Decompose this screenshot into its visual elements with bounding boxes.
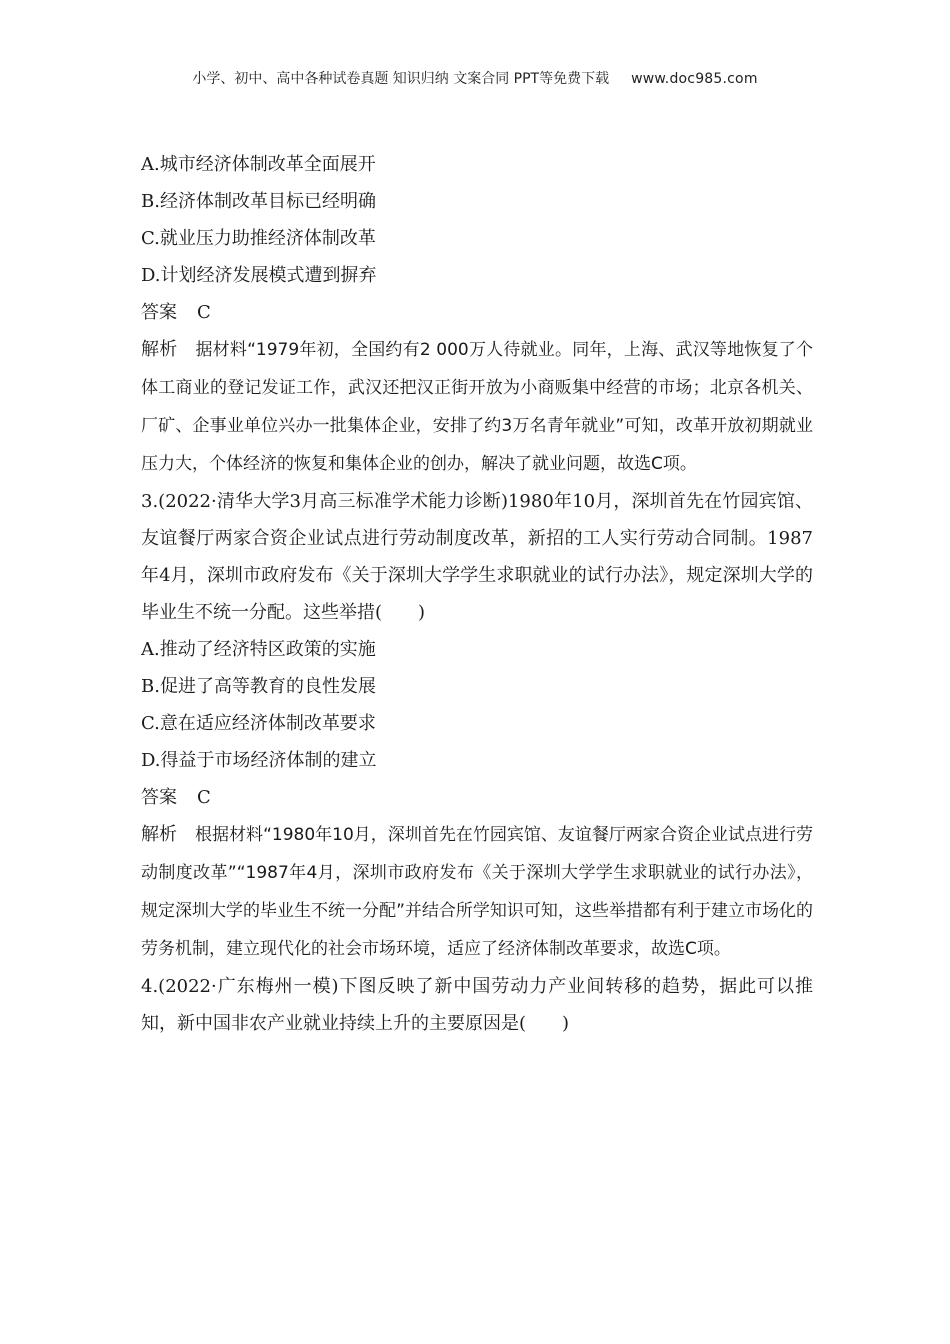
question-3-options (141, 631, 813, 779)
q2-answer-label: 答案 (141, 302, 177, 323)
q2-answer (141, 294, 813, 331)
q2-analysis-label: 解析 (141, 339, 178, 360)
q2-answer-value: C (197, 302, 211, 323)
q3-option-d: D.得益于市场经济体制的建立 (141, 750, 377, 771)
q3-analysis (141, 816, 813, 968)
q3-option-c: C.意在适应经济体制改革要求 (141, 713, 376, 734)
q3-analysis-text: 根据材料“1980年10月，深圳首先在竹园宾馆、友谊餐厅两家合资企业试点进行劳动制度改革”“1987年4月，深圳市政府发布《关于深圳大学学生求职就业的试行办法》，规定深圳大学的毕业生不统一分配”并结合所学知识可知，这些举措都有利于建立市场化的劳务机制，建立现代化的社会市场环境，适应了经济体制改革要求，故选C项。 (141, 825, 814, 959)
q3-option-a: A.推动了经济特区政策的实施 (141, 639, 376, 660)
q2-analysis-text: 据材料“1979年初，全国约有2 000万人待就业。同年，上海、武汉等地恢复了个体工商业的登记发证工作，武汉还把汉正街开放为小商贩集中经营的市场；北京各机关、厂矿、企事业单位兴办一批集体企业，安排了约3万名青年就业”可知，改革开放初期就业压力大，个体经济的恢复和集体企业的创办，解决了就业问题，故选C项。 (141, 340, 813, 474)
page-header (0, 68, 950, 88)
q2-option-d: D.计划经济发展模式遭到摒弃 (141, 265, 377, 286)
header-banner-text: 小学、初中、高中各种试卷真题 知识归纳 文案合同 PPT等免费下载 (192, 71, 610, 87)
q3-stem: 3.(2022·清华大学3月高三标准学术能力诊断)1980年10月，深圳首先在竹园宾馆、友谊餐厅两家合资企业试点进行劳动制度改革，新招的工人实行劳动合同制。1987年4月，深圳市政府发布《关于深圳大学学生求职就业的试行办法》，规定深圳大学的毕业生不统一分配。这些举措( ) (141, 491, 813, 623)
header-site-url: www.doc985.com (631, 71, 758, 87)
q3-answer-value: C (197, 787, 211, 808)
q2-analysis (141, 331, 813, 483)
q2-option-a: A.城市经济体制改革全面展开 (141, 154, 376, 175)
q3-option-b: B.促进了高等教育的良性发展 (141, 676, 376, 697)
q3-answer-label: 答案 (141, 787, 177, 808)
q3-analysis-label: 解析 (141, 824, 178, 845)
q3-answer (141, 779, 813, 816)
document-body (141, 146, 813, 1042)
q4-stem: 4.(2022·广东梅州一模)下图反映了新中国劳动力产业间转移的趋势，据此可以推知，新中国非农产业就业持续上升的主要原因是( ) (141, 976, 813, 1034)
q2-option-c: C.就业压力助推经济体制改革 (141, 228, 376, 249)
question-2-options (141, 146, 813, 294)
q2-option-b: B.经济体制改革目标已经明确 (141, 191, 376, 212)
